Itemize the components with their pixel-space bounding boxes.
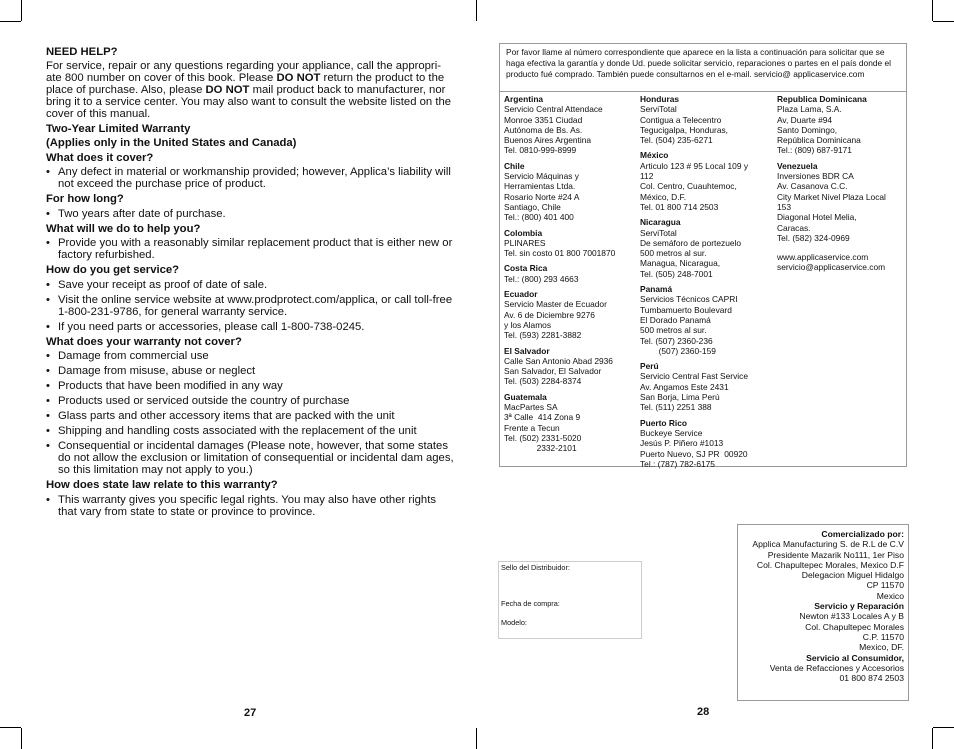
- service-center-line: Tel. (505) 248-7001: [640, 268, 713, 279]
- cover-heading: What does it cover?: [46, 151, 154, 164]
- country-name: Panamá: [640, 284, 673, 295]
- service-center-entry: [504, 161, 638, 223]
- get-service-heading: How do you get service?: [46, 264, 180, 276]
- country-name: Honduras: [640, 94, 680, 104]
- crop-mark: [0, 21, 21, 22]
- commercial-line: CP 11570: [866, 580, 904, 591]
- service-center-line: Plaza Lama, S.A.: [777, 104, 842, 115]
- commercial-line: Delegacion Miguel Hidalgo: [801, 570, 904, 581]
- page-number-right: 28: [697, 706, 710, 718]
- service-center-line: Rosario Norte #24 A: [504, 191, 580, 202]
- service-center-line: Av, Duarte #94: [777, 114, 833, 125]
- need-help-text: For service, repair or any questions regarding your appliance, call the appropri-ate 800 number on cover of this book. Please DO NOT return the product to the place of purchase. Also, please DO NOT mail product back to manufacturer, nor bring it to a service center. You may also want to consult the website listed on the cover of this manual.: [46, 60, 452, 120]
- service-center-line: Managua, Nicaragua,: [640, 258, 721, 269]
- service-center-entry: [640, 284, 774, 356]
- service-center-line: Inversiones BDR CA: [777, 171, 854, 182]
- service-center-line: Tel. sin costo 01 800 7001870: [504, 248, 616, 259]
- crop-mark: [932, 0, 933, 21]
- country-name: Ecuador: [504, 289, 538, 300]
- service-center-line: San Salvador, El Salvador: [504, 366, 602, 377]
- service-center-line: Tel. (504) 235-6271: [640, 135, 713, 146]
- service-center-line: El Dorado Panamá: [640, 314, 711, 325]
- country-name: Nicaragua: [640, 217, 681, 228]
- help-list: [46, 237, 456, 261]
- service-center-line: 3ª Calle 414 Zona 9: [504, 412, 581, 423]
- service-center-line: Tel. (511) 2251 388: [640, 402, 712, 413]
- country-name: Republica Dominicana: [777, 94, 867, 104]
- commercial-heading: Servicio y Reparación: [814, 601, 904, 612]
- service-center-line: Diagonal Hotel Melia,: [777, 212, 857, 223]
- not-cover-list: [46, 350, 456, 476]
- service-center-line: MacPartes SA: [504, 402, 558, 413]
- service-center-line: 500 metros al sur.: [640, 325, 707, 336]
- service-center-line: Av. Angamos Este 2431: [640, 381, 729, 392]
- service-center-line: Monroe 3351 Ciudad: [504, 114, 583, 125]
- service-center-line: Tel. (593) 2281-3882: [504, 330, 582, 341]
- service-center-entry: [777, 161, 905, 243]
- list-item: • Products that have been modified in any way: [46, 380, 456, 392]
- cover-list: [46, 166, 456, 190]
- service-center-line: Calle San Antonio Abad 2936: [504, 355, 613, 366]
- warranty-title: Two-Year Limited Warranty: [46, 122, 191, 135]
- crop-mark: [0, 727, 21, 728]
- country-name: Perú: [640, 361, 659, 372]
- service-center-line: Col. Centro, Cuauhtemoc,: [640, 181, 737, 192]
- service-center-line: Tel.: (800) 401 400: [504, 212, 574, 223]
- service-center-line: y los Alamos: [504, 319, 552, 330]
- service-center-line: Tegucigalpa, Honduras,: [640, 124, 728, 135]
- commercial-line: Col. Chapultepec Morales, Mexico D.F: [756, 559, 904, 570]
- commercial-line: Venta de Refacciones y Accesorios: [769, 662, 904, 673]
- crop-mark: [21, 0, 22, 21]
- warranty-scope: (Applies only in the United States and Canada): [46, 137, 297, 149]
- service-center-line: México, D.F.: [640, 191, 687, 202]
- warranty-section: [46, 43, 456, 521]
- country-name: México: [640, 150, 669, 161]
- commercial-line: C.P. 11570: [862, 631, 904, 642]
- state-law-heading: How does state law relate to this warranty?: [46, 479, 278, 491]
- country-name: Argentina: [504, 94, 544, 104]
- country-name: Costa Rica: [504, 263, 548, 274]
- service-center-line: Servicio Central Attendace: [504, 104, 603, 115]
- service-center-line: Tel. 01 800 714 2503: [640, 201, 719, 212]
- service-center-entry: [777, 94, 905, 156]
- service-center-entry: [504, 289, 638, 340]
- service-column: [504, 94, 638, 459]
- service-center-line: Tel. (507) 2360-236: [640, 335, 713, 346]
- service-column: [640, 94, 774, 474]
- service-center-line: Tel. (503) 2284-8374: [504, 376, 582, 387]
- service-center-line: Frente a Tecun: [504, 422, 560, 433]
- service-center-entry: [504, 346, 638, 387]
- service-center-line: servicio@applicaservice.com: [777, 262, 886, 273]
- crop-mark: [21, 728, 22, 749]
- crop-mark: [933, 21, 954, 22]
- service-center-line: 2332-2101: [504, 443, 577, 454]
- state-law-list: [46, 494, 456, 518]
- list-item: • Shipping and handling costs associated with the replacement of the unit: [46, 425, 456, 437]
- list-item: • Damage from misuse, abuse or neglect: [46, 365, 456, 377]
- service-center-line: Articulo 123 # 95 Local 109 y: [640, 160, 749, 171]
- service-center-line: 500 metros al sur.: [640, 248, 707, 259]
- service-center-entry: [504, 94, 638, 156]
- service-center-line: Puerto Nuevo, SJ PR 00920: [640, 448, 748, 459]
- commercial-line: Newton #133 Locales A y B: [799, 611, 904, 622]
- service-center-line: Jesús P. Piñero #1013: [640, 438, 724, 449]
- service-center-line: ServiTotal: [640, 227, 677, 238]
- country-name: Puerto Rico: [640, 417, 687, 428]
- service-center-line: Servicio Central Fast Service: [640, 371, 748, 382]
- service-center-line: Tel.: (787) 782-6175: [640, 458, 715, 469]
- commercial-line: Mexico, DF.: [859, 642, 904, 653]
- service-center-entry: [504, 263, 638, 284]
- need-help-heading: NEED HELP?: [46, 45, 118, 58]
- service-center-line: Tel.: (800) 293 4663: [504, 273, 579, 284]
- commercial-line: Col. Chapultepec Morales: [805, 621, 904, 632]
- list-item: • Any defect in material or workmanship provided; however, Applica’s liability will not exceed the purchase price of product.: [46, 166, 456, 190]
- service-center-line: Servicio Máquinas y: [504, 171, 579, 182]
- service-center-line: Autónoma de Bs. As.: [504, 124, 583, 135]
- service-center-line: Santiago, Chile: [504, 201, 561, 212]
- list-item: • Provide you with a reasonably similar replacement product that is either new or factory refurbished.: [46, 237, 456, 261]
- country-name: Venezuela: [777, 160, 818, 171]
- distributor-stamp-box: [498, 561, 642, 639]
- service-center-line: San Borja, Lima Perú: [640, 392, 720, 403]
- commercializer-box: [737, 524, 909, 701]
- service-center-line: 153: [777, 201, 791, 212]
- list-item: • Visit the online service website at www.prodprotect.com/applica, or call toll-free 1-800-231-9786, for general warranty service.: [46, 294, 456, 318]
- service-center-line: Av. Casanova C.C.: [777, 181, 848, 192]
- service-center-line: Buckeye Service: [640, 427, 703, 438]
- service-center-line: City Market Nivel Plaza Local: [777, 191, 886, 202]
- how-long-heading: For how long?: [46, 193, 124, 205]
- model-label: Modelo:: [501, 618, 527, 627]
- service-center-entry: [504, 392, 638, 454]
- crop-mark: [933, 727, 954, 728]
- service-center-entry: [640, 418, 774, 469]
- distributor-label: Sello del Distribuidor:: [501, 563, 570, 572]
- list-item: • Glass parts and other accessory items that are packed with the unit: [46, 410, 456, 422]
- how-long-list: [46, 208, 456, 220]
- service-center-line: Buenos Aires Argentina: [504, 135, 592, 146]
- list-item: • Damage from commercial use: [46, 350, 456, 362]
- list-item: • This warranty gives you specific legal rights. You may also have other rights that vary from state to state or province to province.: [46, 494, 456, 518]
- commercial-line: Applica Manufacturing S. de R.L de C.V: [752, 539, 904, 550]
- crop-mark: [932, 728, 933, 749]
- help-heading: What will we do to help you?: [46, 222, 201, 235]
- service-center-line: Tumbamuerto Boulevard: [640, 304, 732, 315]
- service-center-entry: [640, 361, 774, 412]
- service-center-line: Caracas.: [777, 222, 811, 233]
- service-center-entry: [640, 150, 774, 212]
- service-center-entry: [777, 252, 905, 273]
- service-center-line: Tel. 0810-999-8999: [504, 145, 577, 156]
- service-center-line: Tel. (582) 324-0969: [777, 232, 850, 243]
- commercial-heading: Servicio al Consumidor,: [806, 652, 904, 663]
- service-center-entry: [640, 94, 774, 145]
- service-center-line: República Dominicana: [777, 135, 861, 146]
- commercial-heading: Comercializado por:: [821, 529, 904, 539]
- service-center-line: PLINARES: [504, 237, 546, 248]
- service-center-line: ServiTotal: [640, 104, 677, 115]
- service-center-line: www.applicaservice.com: [777, 252, 869, 263]
- commercial-line: 01 800 874 2503: [839, 673, 904, 684]
- list-item: • Consequential or incidental damages (Please note, however, that some states do not allow the exclusion or limitation of consequential or incidental dam ages, so this limitation may not apply to you.): [46, 440, 456, 476]
- service-intro: Por favor llame al número correspondiente que aparece en la lista a continuación para solicitar que se haga efectiva la garantía y donde Ud. puede solicitar servicio, reparaciones o partes en el país donde el producto fué comprado. También puede consultarnos en el e-mail. servicio@ applicaservice.com: [500, 44, 906, 92]
- get-service-list: [46, 279, 456, 333]
- list-item: • Save your receipt as proof of date of sale.: [46, 279, 456, 291]
- commercial-line: Mexico: [876, 590, 904, 601]
- list-item: • Two years after date of purchase.: [46, 208, 456, 220]
- commercial-line: Presidente Mazarik No111, 1er Piso: [767, 549, 904, 560]
- country-name: Guatemala: [504, 391, 547, 402]
- not-cover-heading: What does your warranty not cover?: [46, 335, 242, 348]
- service-center-entry: [504, 228, 638, 259]
- service-center-line: 112: [640, 171, 654, 182]
- service-center-line: Av. 6 de Diciembre 9276: [504, 309, 595, 320]
- service-center-line: Herramientas Ltda.: [504, 181, 576, 192]
- service-center-line: Servicios Técnicos CAPRI: [640, 294, 738, 305]
- service-center-line: De semáforo de portezuelo: [640, 237, 742, 248]
- purchase-date-label: Fecha de compra:: [501, 599, 560, 608]
- country-name: Chile: [504, 160, 525, 171]
- service-center-entry: [640, 217, 774, 279]
- service-center-line: Santo Domingo,: [777, 124, 838, 135]
- service-center-line: Tel.: (809) 687-9171: [777, 145, 852, 156]
- service-center-line: Servicio Master de Ecuador: [504, 299, 607, 310]
- service-column: [777, 94, 905, 278]
- service-centers-box: [499, 43, 907, 467]
- page-number-left: 27: [244, 707, 257, 719]
- list-item: • Products used or serviced outside the country of purchase: [46, 395, 456, 407]
- country-name: Colombia: [504, 227, 543, 238]
- crop-mark: [476, 728, 477, 749]
- crop-mark: [476, 0, 477, 21]
- list-item: • If you need parts or accessories, please call 1-800-738-0245.: [46, 321, 456, 333]
- service-center-line: Contigua a Telecentro: [640, 114, 722, 125]
- service-center-line: (507) 2360-159: [640, 345, 716, 356]
- country-name: El Salvador: [504, 345, 550, 356]
- service-center-line: Tel. (502) 2331-5020: [504, 432, 582, 443]
